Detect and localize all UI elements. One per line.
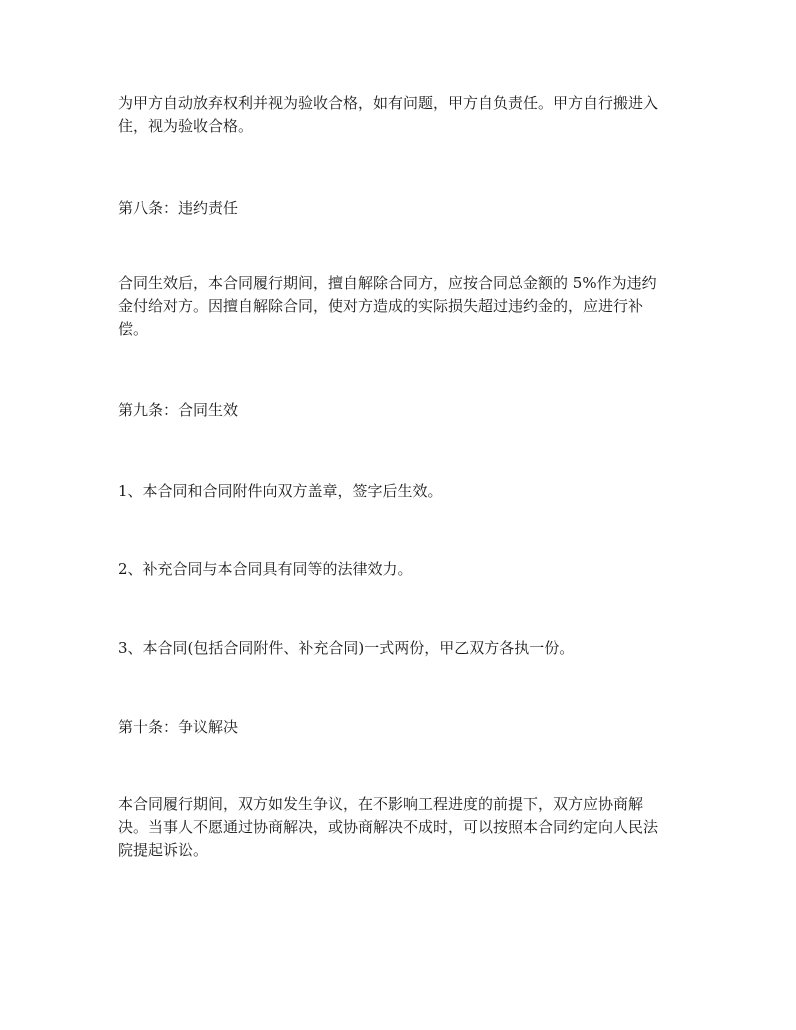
article-9-item-3: 3、本合同(包括合同附件、补充合同)一式两份，甲乙双方各执一份。 bbox=[118, 639, 575, 657]
article-10-heading: 第十条：争议解决 bbox=[118, 718, 239, 736]
paragraph-acceptance-continuation: 为甲方自动放弃权利并视为验收合格，如有问题，甲方自负责任。甲方自行搬进入 住，视为验收合格。 bbox=[118, 94, 659, 135]
article-9-item-1: 1、本合同和合同附件向双方盖章，签字后生效。 bbox=[118, 482, 443, 500]
article-8-heading: 第八条：违约责任 bbox=[118, 199, 239, 217]
article-9-heading: 第九条：合同生效 bbox=[118, 401, 239, 419]
article-8-body: 合同生效后，本合同履行期间，擅自解除合同方，应按合同总金额的 5%作为违约 金付给对方。因擅自解除合同，使对方造成的实际损失超过违约金的，应进行补 偿。 bbox=[118, 274, 657, 338]
article-9-item-2: 2、补充合同与本合同具有同等的法律效力。 bbox=[118, 560, 413, 578]
article-10-body: 本合同履行期间，双方如发生争议，在不影响工程进度的前提下，双方应协商解 决。当事人不愿通过协商解决，或协商解决不成时，可以按照本合同约定向人民法 院提起诉讼。 bbox=[118, 795, 659, 859]
